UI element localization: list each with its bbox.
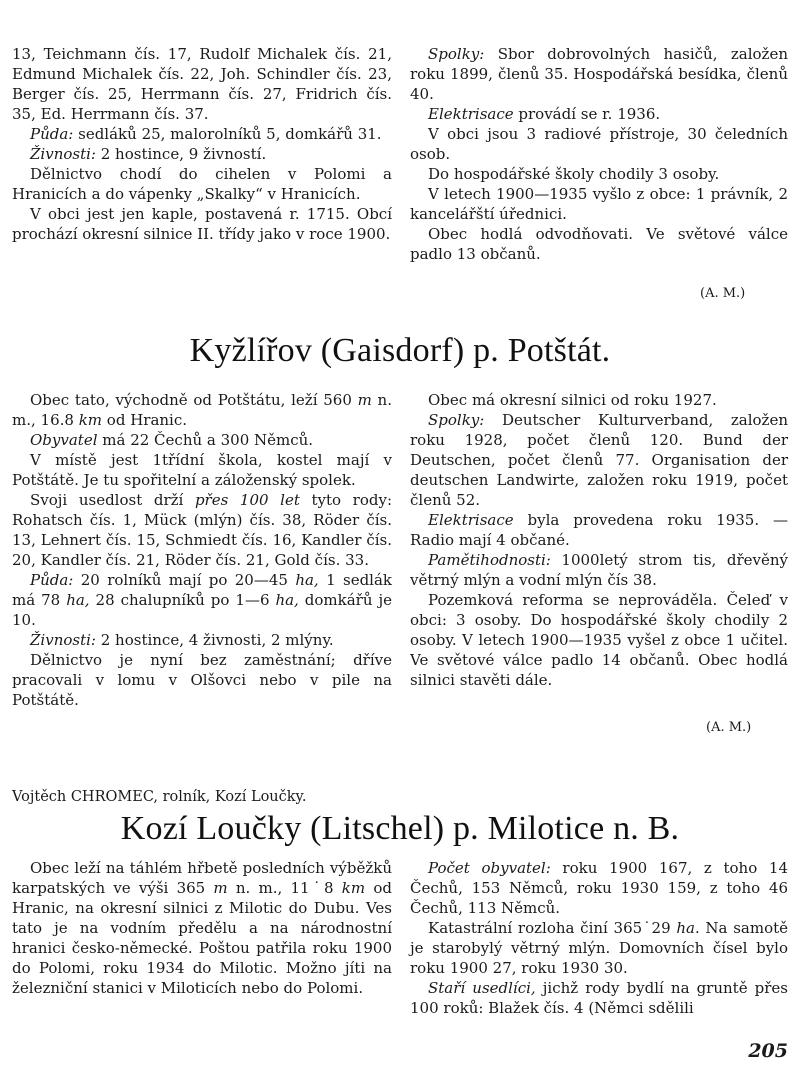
section2-right-column [410,390,788,690]
paragraph-lead: Elektrisace [428,511,514,529]
paragraph: Svoji usedlost drží přes 100 let tyto rody: Rohatsch čís. 1, Mück (mlýn) čís. 38, Röder čís. 13, Lehnert čís. 15, Schmiedt čís. 16, Kandler čís. 20, Kandler čís. 21, Röder čís. 21, Gold čís. 33. [12,491,392,569]
paragraph: Dělnictvo je nyní bez zaměstnání; dříve pracovali v lomu v Olšovci nebo v pile na Potštátě. [12,651,392,709]
paragraph [410,104,788,124]
paragraph-lead: Pamětihodnosti: [428,551,551,569]
paragraph: Půda: 20 rolníků mají po 20—45 ha, 1 sedlák má 78 ha, 28 chalupníků po 1—6 ha, domkářů je 10. [12,571,392,629]
paragraph-lead: Živnosti: [30,631,96,649]
paragraph-lead: Živnosti: [30,145,96,163]
paragraph-lead: Půda: [30,125,74,143]
paragraph: V místě jest 1třídní škola, kostel mají v Potštátě. Je tu spořitelní a záloženský spolek. [12,451,392,489]
paragraph: V obci jest jen kaple, postavená r. 1715. Obcí prochází okresní silnice II. třídy jako v roce 1900. [12,205,392,243]
paragraph-text: 2 hostince, 9 živností. [95,145,267,163]
paragraph: Pozemková reforma se neprováděla. Čeleď v obci: 3 osoby. Do hospodářské školy chodily 2 osoby. V letech 1900—1935 vyšel z obce 1 učitel. Ve světové válce padlo 14 občanů. Obec hodlá silnici stavěti dále. [410,591,788,689]
paragraph [410,410,788,510]
paragraph: Do hospodářské školy chodily 3 osoby. [428,165,720,183]
section1-left-column [12,44,392,244]
section3-right-column [410,858,788,1018]
paragraph-text: roku 1900 167, z toho 14 Čechů, 153 Němců, roku 1930 159, z toho 46 Čechů, 113 Němců. [410,859,788,917]
paragraph [410,550,788,590]
section3-left-column [12,858,392,998]
section3-title: Kozí Loučky (Litschel) p. Milotice n. B. [120,810,680,847]
paragraph: V obci jsou 3 radiové přístroje, 30 čeledních osob. [410,125,788,163]
paragraph: Obec tato, východně od Potštátu, leží 560 m n. m., 16.8 km od Hranic. [12,391,392,429]
section2-left-column [12,390,392,710]
paragraph [410,44,788,104]
paragraph [410,510,788,550]
paragraph-text: má 22 Čechů a 300 Němců. [97,431,314,449]
section1-signature: (A. M.) [700,286,746,301]
paragraph [12,124,392,144]
paragraph-text: byla provedena roku 1935. — Radio mají 4 občané. [410,511,788,549]
paragraph: Staří usedlíci, jichž rody bydlí na gruntě přes 100 roků: Blažek čís. 4 (Němci sdělili [410,979,788,1017]
paragraph-lead: Elektrisace [428,105,514,123]
paragraph-text: Deutscher Kulturverband, založen roku 1928, počet členů 120. Bund der Deutschen, počet členů 77. Organisation der deutschen Landwirte, založen roku 1919, počet členů 52. [410,411,788,509]
paragraph: Dělnictvo chodí do cihelen v Polomi a Hranicích a do vápenky „Skalky“ v Hranicích. [12,165,392,203]
paragraph: 13, Teichmann čís. 17, Rudolf Michalek čís. 21, Edmund Michalek čís. 22, Joh. Schindler čís. 23, Berger čís. 25, Herrmann čís. 27, Fridrich čís. 35, Ed. Herrmann čís. 37. [12,45,392,123]
paragraph: Obec leží na táhlém hřbetě posledních výběžků karpatských ve výši 365 m n. m., 11˙8 km od Hranic, na okresní silnici z Milotic do Dubu. Ves tato je na vodním předělu a na národnostní hranici česko-německé. Poštou patřila roku 1900 do Polomi, roku 1934 do Milotic. Možno jíti na železniční stanici v Miloticích nebo do Polomi. [12,859,392,997]
paragraph: Obec hodlá odvodňovati. Ve světové válce padlo 13 občanů. [410,225,788,263]
paragraph-text: provádí se r. 1936. [513,105,661,123]
paragraph-lead: Obyvatel [30,431,98,449]
section1-right-column [410,44,788,264]
paragraph-text: Sbor dobrovolných hasičů, založen roku 1899, členů 35. Hospodářská besídka, členů 40. [410,45,788,103]
paragraph-text: sedláků 25, malorolníků 5, domkářů 31. [73,125,382,143]
section3-author: Vojtěch CHROMEC, rolník, Kozí Loučky. [12,789,307,805]
paragraph: Obec má okresní silnici od roku 1927. [428,391,717,409]
paragraph [12,144,392,164]
paragraph [12,430,392,450]
section2-signature: (A. M.) [706,720,752,735]
paragraph-lead: Spolky: [428,411,485,429]
paragraph [12,630,392,650]
paragraph-lead: Počet obyvatel: [428,859,551,877]
paragraph-text: 1000letý strom tis, dřevěný větrný mlýn a vodní mlýn čís 38. [410,551,788,589]
paragraph-lead: Spolky: [428,45,485,63]
paragraph [410,858,788,918]
page-number: 205 [748,1040,788,1062]
section2-title: Kyžlířov (Gaisdorf) p. Potštát. [189,332,611,369]
paragraph: V letech 1900—1935 vyšlo z obce: 1 právník, 2 kancelářští úřednici. [410,185,788,223]
paragraph: Katastrální rozloha činí 365˙29 ha. Na samotě je starobylý větrný mlýn. Domovních čísel bylo roku 1900 27, roku 1930 30. [410,919,789,977]
paragraph-text: 2 hostince, 4 živnosti, 2 mlýny. [95,631,334,649]
